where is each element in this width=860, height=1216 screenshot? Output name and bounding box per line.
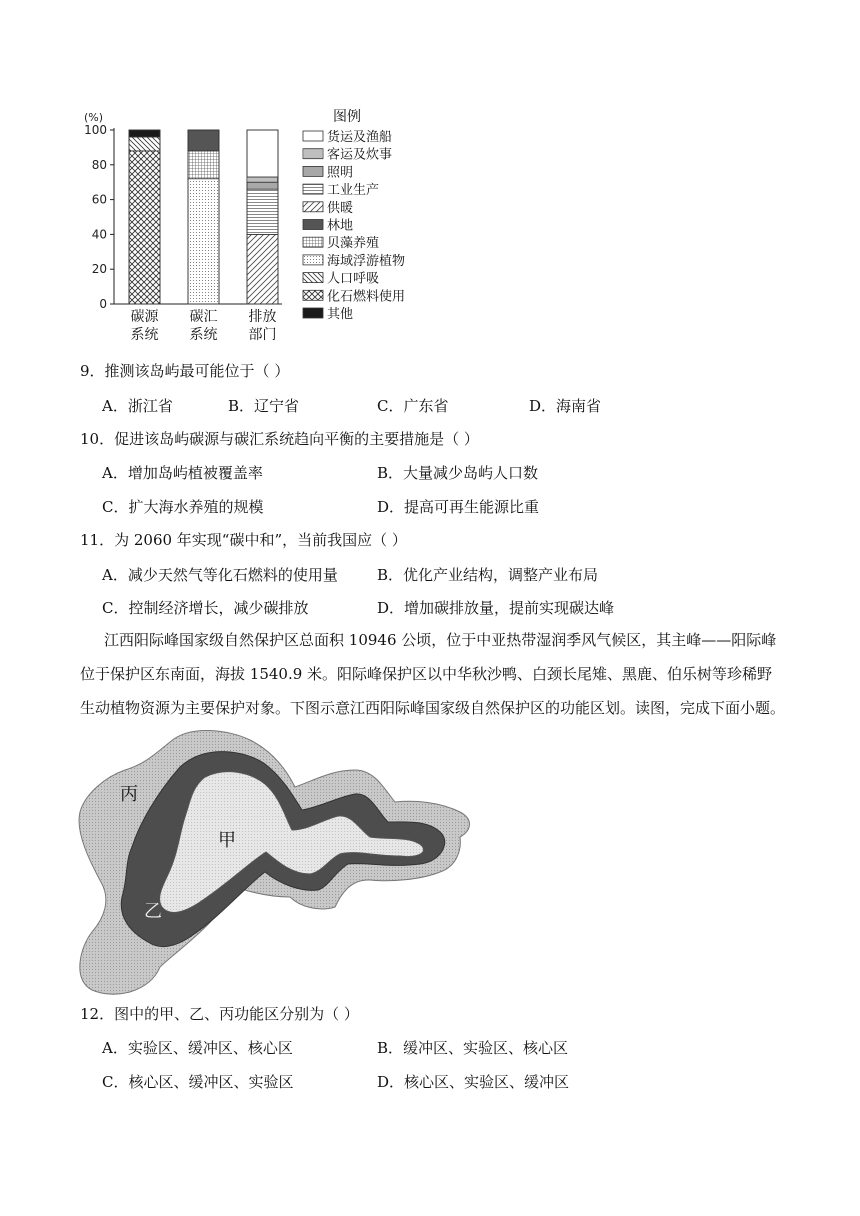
category-label: 排放 xyxy=(248,309,277,325)
legend-swatch xyxy=(303,131,323,141)
legend-swatch xyxy=(303,308,323,318)
question-9-option-a[interactable]: A．浙江省 xyxy=(102,397,173,415)
y-tick-label: 80 xyxy=(91,157,107,172)
legend-label: 海域浮游植物 xyxy=(327,253,406,269)
passage-text: 江西阳际峰国家级自然保护区总面积 10946 公顷，位于中亚热带湿润季风气候区，其主峰——阳际峰位于保护区东南面，海拔 1540.9 米。阳际峰保护区以中华秋沙鸭、白颈长尾雉、黑鹿、伯乐树等珍稀野生动植物资源为主要保护对象。下图示意江西阳际峰国家级自然保护区的功能区划。读图，完成下面小题。 xyxy=(80,631,786,717)
legend-swatch xyxy=(303,237,323,247)
question-10-stem: 10．促进该岛屿碳源与碳汇系统趋向平衡的主要措施是（ ） xyxy=(80,430,479,448)
legend-swatch xyxy=(303,255,323,265)
bar-segment xyxy=(129,137,160,151)
question-10-option-c[interactable]: C．扩大海水养殖的规模 xyxy=(102,498,264,516)
legend-title: 图例 xyxy=(333,109,361,125)
question-10-option-d[interactable]: D．提高可再生能源比重 xyxy=(377,498,540,516)
question-11-option-b[interactable]: B．优化产业结构，调整产业布局 xyxy=(377,566,599,584)
legend-label: 供暖 xyxy=(327,200,354,216)
legend-label: 工业生产 xyxy=(327,183,380,199)
legend-swatch xyxy=(303,184,323,194)
y-tick-label: 20 xyxy=(91,262,107,277)
question-9-option-b[interactable]: B．辽宁省 xyxy=(228,397,300,415)
legend-label: 人口呼吸 xyxy=(327,271,380,287)
legend-label: 照明 xyxy=(327,165,354,181)
question-11-stem: 11．为 2060 年实现“碳中和”，当前我国应（ ） xyxy=(80,531,407,549)
legend-swatch xyxy=(303,202,323,212)
legend-swatch xyxy=(303,220,323,230)
label-bing: 丙 xyxy=(120,784,138,805)
bar-segment xyxy=(247,189,278,234)
question-10-option-a[interactable]: A．增加岛屿植被覆盖率 xyxy=(102,464,263,482)
question-12-option-a[interactable]: A．实验区、缓冲区、核心区 xyxy=(102,1039,293,1057)
chart-bars xyxy=(129,130,278,304)
legend-swatch xyxy=(303,290,323,300)
question-12-option-c[interactable]: C．核心区、缓冲区、实验区 xyxy=(102,1073,294,1091)
category-label: 系统 xyxy=(189,327,218,343)
legend-label: 货运及渔船 xyxy=(327,130,393,145)
question-10-option-b[interactable]: B．大量减少岛屿人口数 xyxy=(377,464,539,482)
reading-passage xyxy=(80,623,785,725)
category-label: 部门 xyxy=(248,327,277,343)
question-9-option-c[interactable]: C．广东省 xyxy=(377,397,449,415)
legend-swatch xyxy=(303,273,323,283)
bar-segment xyxy=(247,177,278,182)
y-tick-label: 40 xyxy=(91,227,107,242)
legend-label: 贝藻养殖 xyxy=(327,236,380,252)
question-9-stem: 9．推测该岛屿最可能位于（ ） xyxy=(80,362,290,380)
bar-segment xyxy=(247,130,278,177)
category-label: 碳源 xyxy=(130,309,159,325)
bar-segment xyxy=(188,179,219,304)
question-9-option-d[interactable]: D．海南省 xyxy=(529,397,602,415)
question-12-stem: 12．图中的甲、乙、丙功能区分别为（ ） xyxy=(80,1005,359,1023)
legend-label: 客运及炊事 xyxy=(327,147,393,163)
label-yi: 乙 xyxy=(144,901,162,922)
question-11-option-c[interactable]: C．控制经济增长，减少碳排放 xyxy=(102,599,309,617)
chart-legend xyxy=(303,109,405,322)
y-tick-label: 100 xyxy=(84,123,107,137)
question-12-option-b[interactable]: B．缓冲区、实验区、核心区 xyxy=(377,1039,569,1057)
legend-swatch xyxy=(303,149,323,159)
bar-segment xyxy=(188,130,219,151)
question-11-option-d[interactable]: D．增加碳排放量，提前实现碳达峰 xyxy=(377,599,615,617)
bar-segment xyxy=(129,151,160,304)
legend-swatch xyxy=(303,166,323,176)
question-11-option-a[interactable]: A．减少天然气等化石燃料的使用量 xyxy=(102,566,338,584)
bar-segment xyxy=(188,151,219,179)
bar-segment xyxy=(247,182,278,189)
label-jia: 甲 xyxy=(218,830,236,851)
category-label: 系统 xyxy=(130,327,159,343)
y-axis-unit: (%) xyxy=(84,111,104,124)
y-tick-label: 0 xyxy=(99,297,107,311)
y-tick-label: 60 xyxy=(91,192,107,207)
legend-label: 其他 xyxy=(327,307,354,322)
legend-label: 化石燃料使用 xyxy=(327,289,406,305)
category-label: 碳汇 xyxy=(189,309,218,325)
carbon-chart xyxy=(0,0,430,350)
bar-segment xyxy=(247,234,278,304)
question-12-option-d[interactable]: D．核心区、实验区、缓冲区 xyxy=(377,1073,570,1091)
bar-segment xyxy=(129,130,160,137)
reserve-zoning-map xyxy=(70,722,480,997)
legend-label: 林地 xyxy=(327,218,354,234)
